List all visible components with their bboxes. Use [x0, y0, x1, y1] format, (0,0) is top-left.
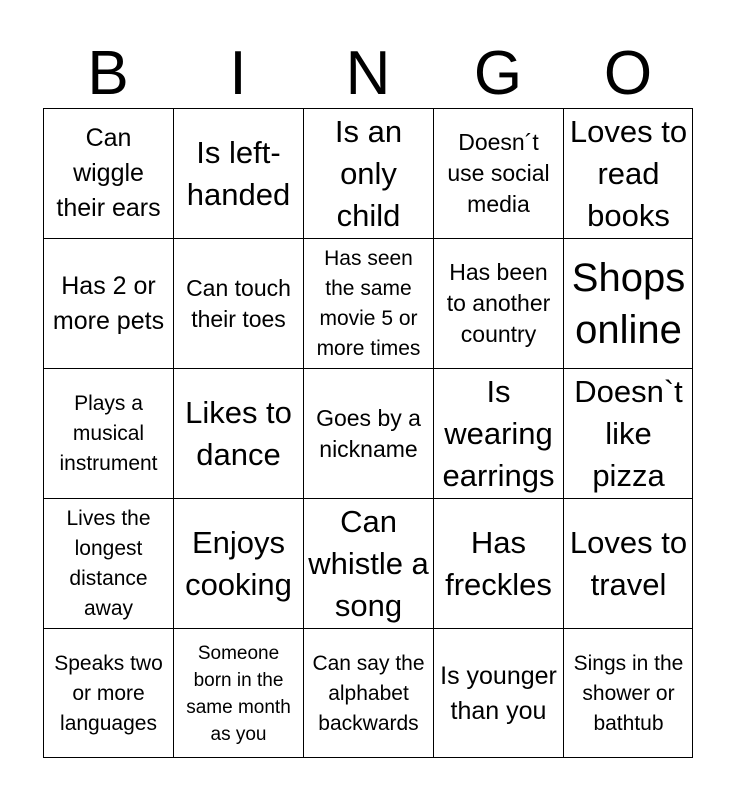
- cell-text: Can wiggle their ears: [56, 124, 161, 222]
- bingo-header: [43, 40, 693, 108]
- bingo-cell[interactable]: [563, 238, 693, 368]
- cell-text: Goes by a nickname: [316, 404, 421, 462]
- cell-text: Doesn`t like pizza: [574, 373, 683, 493]
- bingo-cell[interactable]: [433, 498, 563, 628]
- bingo-cell[interactable]: [303, 108, 433, 238]
- cell-text: Plays a musical instrument: [59, 391, 158, 475]
- cell-text: Has 2 or more pets: [52, 271, 165, 335]
- bingo-cell[interactable]: [173, 498, 303, 628]
- cell-text: Enjoys cooking: [185, 524, 292, 602]
- cell-text: Speaks two or more languages: [54, 651, 163, 735]
- bingo-cell[interactable]: [43, 628, 173, 758]
- cell-text: Can touch their toes: [186, 274, 291, 332]
- bingo-cell[interactable]: [563, 368, 693, 498]
- header-letter-o: O: [603, 39, 653, 108]
- bingo-board: [43, 108, 693, 758]
- cell-text: Can say the alphabet backwards: [312, 651, 425, 735]
- cell-text: Doesn´t use social media: [447, 129, 550, 217]
- bingo-cell[interactable]: [43, 498, 173, 628]
- bingo-cell[interactable]: [303, 498, 433, 628]
- cell-text: Is an only child: [334, 113, 403, 233]
- bingo-cell[interactable]: [563, 108, 693, 238]
- cell-text: Has seen the same movie 5 or more times: [316, 246, 421, 360]
- bingo-cell[interactable]: [433, 368, 563, 498]
- bingo-cell[interactable]: [173, 238, 303, 368]
- bingo-cell[interactable]: [173, 108, 303, 238]
- cell-text: Has freckles: [445, 524, 552, 602]
- cell-text: Loves to travel: [569, 524, 688, 602]
- header-letter-n: N: [345, 39, 391, 108]
- bingo-cell[interactable]: [303, 628, 433, 758]
- bingo-cell[interactable]: [433, 628, 563, 758]
- cell-text: Likes to dance: [185, 394, 292, 472]
- cell-text: Sings in the shower or bathtub: [573, 651, 684, 735]
- header-letter-i: I: [229, 39, 247, 108]
- bingo-cell[interactable]: [43, 368, 173, 498]
- cell-text: Is left-handed: [186, 134, 291, 212]
- bingo-cell[interactable]: [173, 628, 303, 758]
- bingo-cell[interactable]: [43, 108, 173, 238]
- cell-text: Has been to another country: [446, 259, 551, 347]
- bingo-cell[interactable]: [433, 238, 563, 368]
- bingo-cell[interactable]: [563, 628, 693, 758]
- header-letter-g: G: [473, 39, 523, 108]
- cell-text: Can whistle a song: [308, 503, 429, 623]
- cell-text: Is younger than you: [440, 661, 557, 725]
- cell-text: Loves to read books: [569, 113, 688, 233]
- header-letter-b: B: [87, 39, 129, 108]
- bingo-cell[interactable]: [173, 368, 303, 498]
- bingo-cell[interactable]: [433, 108, 563, 238]
- cell-text: Lives the longest distance away: [66, 506, 151, 620]
- cell-text: Is wearing earrings: [442, 373, 555, 493]
- bingo-cell[interactable]: [43, 238, 173, 368]
- bingo-cell[interactable]: [563, 498, 693, 628]
- cell-text: Shops online: [571, 255, 686, 352]
- cell-text: Someone born in the same month as you: [186, 642, 291, 745]
- bingo-cell[interactable]: [303, 238, 433, 368]
- bingo-cell[interactable]: [303, 368, 433, 498]
